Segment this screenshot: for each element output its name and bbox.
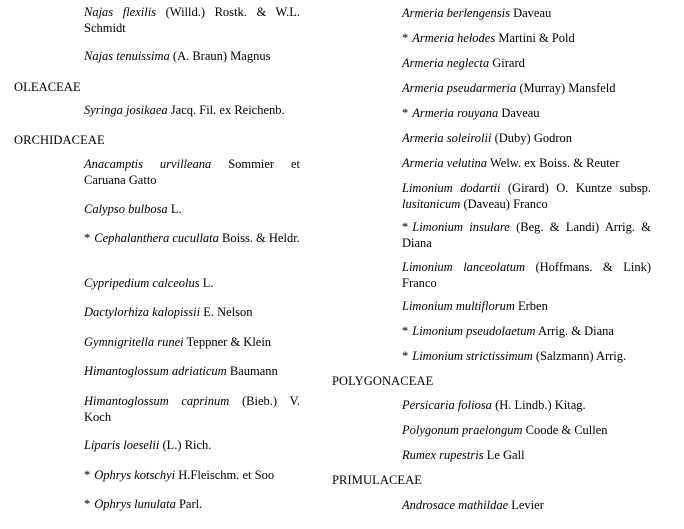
species-entry: Limonium dodartii (Girard) O. Kuntze subsp. lusitanicum (Daveau) Franco [402,181,651,211]
species-entry: Syringa josikaea Jacq. Fil. ex Reichenb. [84,103,285,117]
species-entry: Gymnigritella runei Teppner & Klein [84,335,272,349]
species-entry: Liparis loeselii (L.) Rich. [84,438,212,452]
species-entry: Polygonum praelongum Coode & Cullen [402,423,608,437]
species-entry: * Ophrys kotschyi H.Fleischm. et Soo [84,468,275,482]
species-entry: * Armeria rouyana Daveau [402,106,540,120]
species-entry: Himantoglossum caprinum (Bieb.) V. Koch [84,394,300,424]
species-entry: Himantoglossum adriaticum Baumann [84,364,278,378]
species-entry: Armeria berlengensis Daveau [402,6,552,20]
species-entry: Armeria velutina Welw. ex Boiss. & Reuter [402,156,620,170]
family-heading: PRIMULACEAE [332,473,422,487]
species-entry: * Limonium pseudolaetum Arrig. & Diana [402,324,614,338]
species-entry: Armeria neglecta Girard [402,56,525,70]
species-entry: Calypso bulbosa L. [84,202,182,216]
species-entry: Persicaria foliosa (H. Lindb.) Kitag. [402,398,586,412]
species-entry: * Ophrys lunulata Parl. [84,497,203,511]
species-entry: * Armeria helodes Martini & Pold [402,31,575,45]
species-entry: Rumex rupestris Le Gall [402,448,525,462]
species-entry: * Limonium insulare (Beg. & Landi) Arrig. & Diana [402,220,651,250]
species-entry: * Limonium strictissimum (Salzmann) Arrig. [402,349,627,363]
family-heading: OLEACEAE [14,80,81,94]
species-entry: Cypripedium calceolus L. [84,276,214,290]
family-heading: POLYGONACEAE [332,374,434,388]
family-heading: ORCHIDACEAE [14,133,105,147]
species-entry: Najas flexilis (Willd.) Rostk. & W.L. Schmidt [84,5,301,35]
species-entry: Limonium lanceolatum (Hoffmans. & Link) Franco [402,260,652,290]
species-entry: Dactylorhiza kalopissii E. Nelson [84,305,253,319]
species-entry: Armeria pseudarmeria (Murray) Mansfeld [402,81,616,95]
species-entry: Limonium multiflorum Erben [402,299,548,313]
species-entry: Androsace mathildae Levier [402,498,544,512]
species-entry: Najas tenuissima (A. Braun) Magnus [84,49,271,63]
species-entry: Armeria soleirolii (Duby) Godron [402,131,573,145]
species-entry: * Cephalanthera cucullata Boiss. & Heldr. [84,231,300,245]
species-entry: Anacamptis urvilleana Sommier et Caruana Gatto [84,157,300,187]
